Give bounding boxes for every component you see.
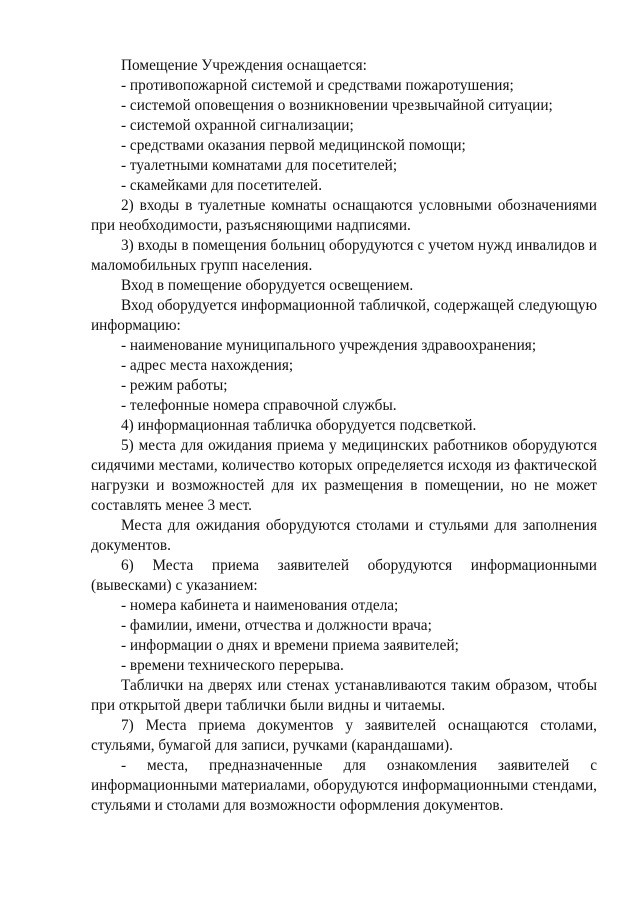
text-line: - системой оповещения о возникновении чрезвычайной ситуации; — [121, 97, 553, 114]
text-line: Вход в помещение оборудуется освещением. — [121, 277, 414, 294]
text-line: - адрес места нахождения; — [121, 357, 294, 374]
text-line: Таблички на дверях или стенах устанавливаются таким образом, чтобы — [121, 677, 597, 694]
text-line: - информации о днях и времени приема заявителей; — [121, 637, 459, 654]
document-page — [91, 56, 597, 816]
text-line: стульями и столами для возможности оформления документов. — [91, 797, 504, 814]
text-line: 7) Места приема документов у заявителей оснащаются столами, — [121, 717, 597, 734]
text-line: Помещение Учреждения оснащается: — [121, 57, 367, 74]
text-line: - места, предназначенные для ознакомления заявителей с — [121, 757, 597, 774]
text-line: маломобильных групп населения. — [91, 257, 313, 274]
text-line: 5) места для ожидания приема у медицинских работников оборудуются — [121, 437, 597, 454]
text-line: составлять менее 3 мест. — [91, 497, 252, 514]
text-line: - режим работы; — [121, 377, 228, 394]
text-line: 3) входы в помещения больниц оборудуются с учетом нужд инвалидов и — [121, 237, 597, 254]
text-line: 6) Места приема заявителей оборудуются информационными — [121, 557, 597, 574]
text-line: 4) информационная табличка оборудуется подсветкой. — [121, 417, 477, 434]
text-line: (вывесками) с указанием: — [91, 577, 258, 594]
text-line: - скамейками для посетителей. — [121, 177, 323, 194]
text-line: стульями, бумагой для записи, ручками (карандашами). — [91, 737, 453, 754]
text-line: - времени технического перерыва. — [121, 657, 344, 674]
text-line: сидячими местами, количество которых определяется исходя из фактической — [91, 457, 597, 474]
text-line: при необходимости, разъясняющими надписями. — [91, 217, 411, 234]
text-line: Места для ожидания оборудуются столами и стульями для заполнения — [121, 517, 597, 534]
text-line: - фамилии, имени, отчества и должности врача; — [121, 617, 432, 634]
text-line: документов. — [91, 537, 171, 554]
text-line: информационными материалами, оборудуются информационными стендами, — [91, 777, 597, 794]
text-line: - системой охранной сигнализации; — [121, 117, 354, 134]
text-line: 2) входы в туалетные комнаты оснащаются условными обозначениями — [121, 197, 597, 214]
text-line: - туалетными комнатами для посетителей; — [121, 157, 398, 174]
text-line: Вход оборудуется информационной табличкой, содержащей следующую — [121, 297, 597, 314]
text-line: - наименование муниципального учреждения здравоохранения; — [121, 337, 537, 354]
text-line: - телефонные номера справочной службы. — [121, 397, 397, 414]
text-line: - противопожарной системой и средствами пожаротушения; — [121, 77, 514, 94]
text-line: - средствами оказания первой медицинской помощи; — [121, 137, 466, 154]
text-line: нагрузки и возможностей для их размещения в помещении, но не может — [91, 477, 597, 494]
text-line: - номера кабинета и наименования отдела; — [121, 597, 399, 614]
text-line: информацию: — [91, 317, 181, 334]
text-line: при открытой двери таблички были видны и читаемы. — [91, 697, 446, 714]
